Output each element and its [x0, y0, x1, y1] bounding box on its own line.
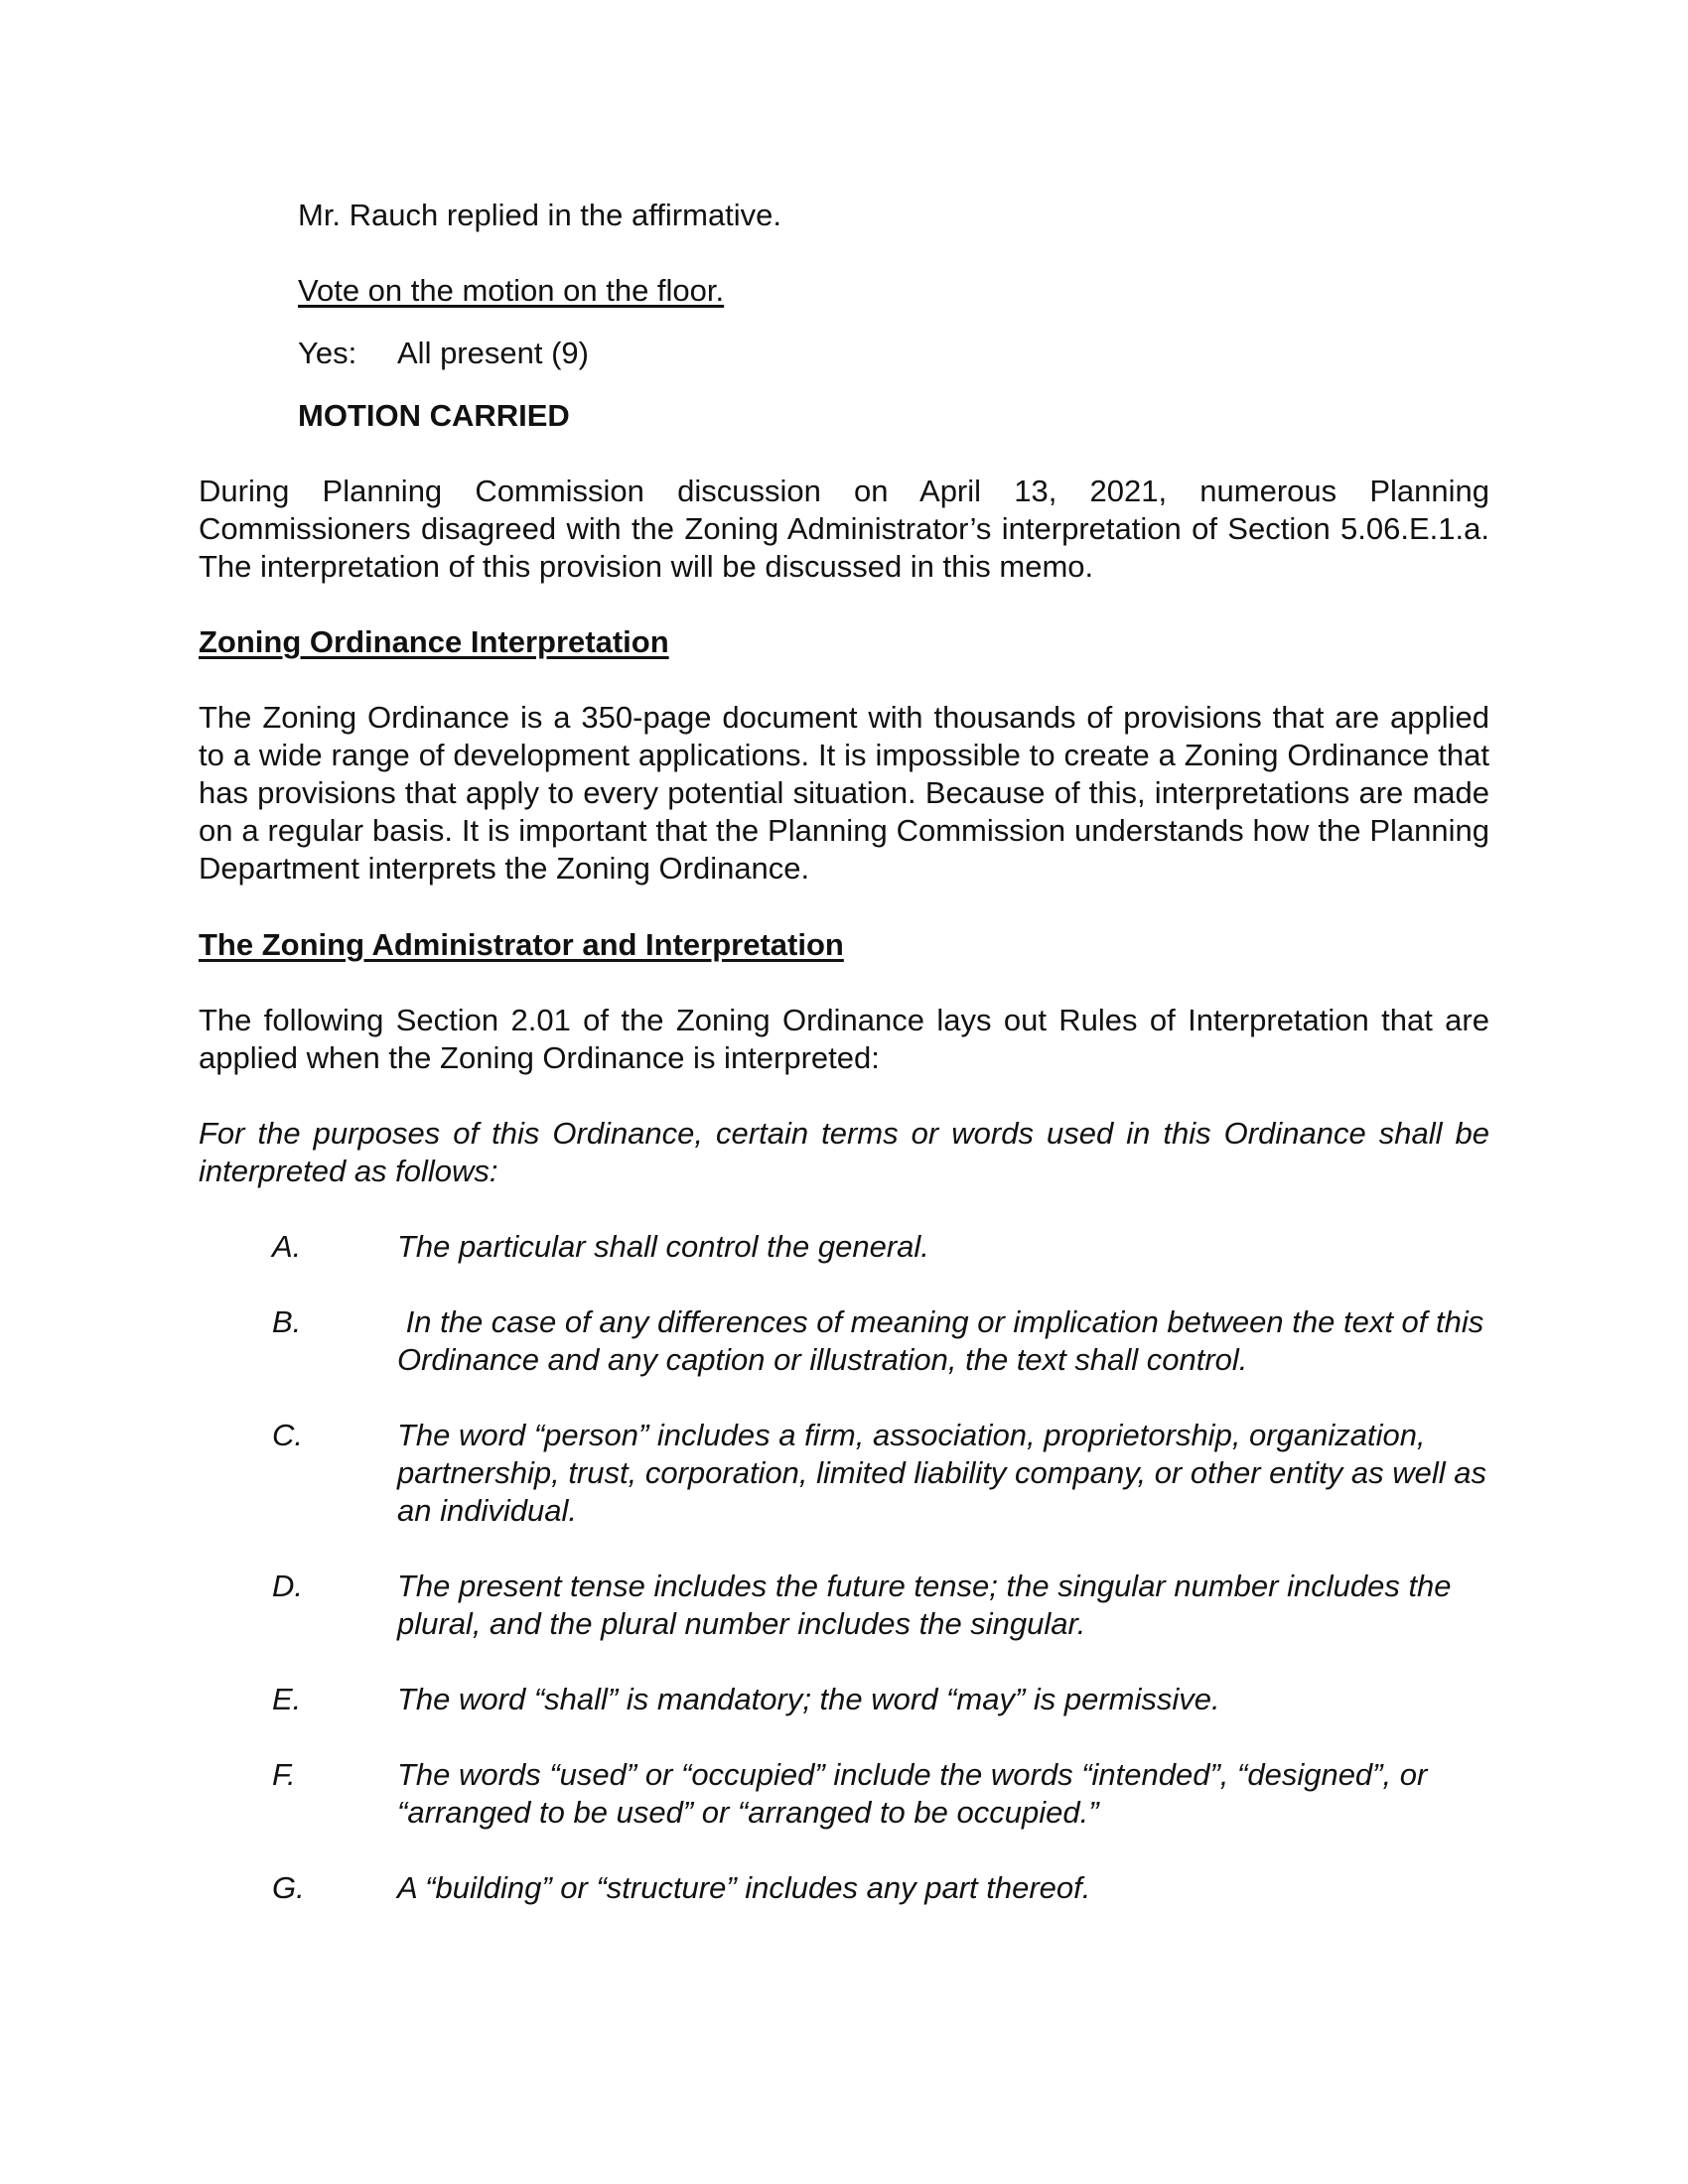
section-heading-administrator: The Zoning Administrator and Interpretation — [199, 927, 844, 962]
rule-text: A “building” or “structure” includes any part thereof. — [397, 1870, 1091, 1905]
administrator-paragraph: The following Section 2.01 of the Zoning Ordinance lays out Rules of Interpretation that are applied when the Zoning Ordinance is interpreted: — [199, 1003, 1489, 1075]
rule-letter: G. — [272, 1870, 305, 1905]
rule-letter: D. — [272, 1569, 303, 1603]
rule-text: The particular shall control the general. — [397, 1229, 929, 1264]
rule-letter: B. — [272, 1304, 302, 1339]
motion-result: MOTION CARRIED — [298, 398, 570, 433]
interpretation-paragraph: The Zoning Ordinance is a 350-page document with thousands of provisions that are applied to a wide range of development applications. It is impossible to create a Zoning Ordinance that has provisions that apply to every potential situation. Because of this, interpretations are made on a regular basis. It is important that the Planning Commission understands how the Planning Department interprets the Zoning Ordinance. — [199, 700, 1489, 886]
rules-intro: For the purposes of this Ordinance, certain terms or words used in this Ordinance shall be interpreted as follows: — [199, 1116, 1489, 1188]
rule-letter: F. — [272, 1757, 296, 1792]
vote-heading: Vote on the motion on the floor. — [298, 273, 725, 308]
yes-label: Yes: — [298, 336, 357, 370]
rule-text: In the case of any differences of meaning or implication between the text of this Ordinance and any caption or illustration, the text shall control. — [397, 1304, 1492, 1377]
rule-text: The words “used” or “occupied” include the words “intended”, “designed”, or “arranged to be used” or “arranged to be occupied.” — [397, 1757, 1428, 1830]
reply-line: Mr. Rauch replied in the affirmative. — [298, 198, 782, 232]
rule-letter: E. — [272, 1682, 302, 1716]
vote-yes-line — [298, 335, 1489, 372]
rule-letter: C. — [272, 1418, 303, 1452]
rule-text: The word “person” includes a firm, association, proprietorship, organization, partnership, trust, corporation, limited liability company, or other entity as well as an individual. — [397, 1418, 1486, 1528]
rule-text: The present tense includes the future tense; the singular number includes the plural, and the plural number includes the singular. — [397, 1569, 1452, 1641]
section-heading-interpretation: Zoning Ordinance Interpretation — [199, 624, 669, 659]
rule-text: The word “shall” is mandatory; the word “may” is permissive. — [397, 1682, 1220, 1716]
intro-paragraph: During Planning Commission discussion on April 13, 2021, numerous Planning Commissioners disagreed with the Zoning Administrator’s interpretation of Section 5.06.E.1.a. The interpretation of this provision will be discussed in this memo. — [199, 474, 1489, 584]
yes-value: All present (9) — [397, 336, 589, 370]
rule-letter: A. — [272, 1229, 302, 1264]
